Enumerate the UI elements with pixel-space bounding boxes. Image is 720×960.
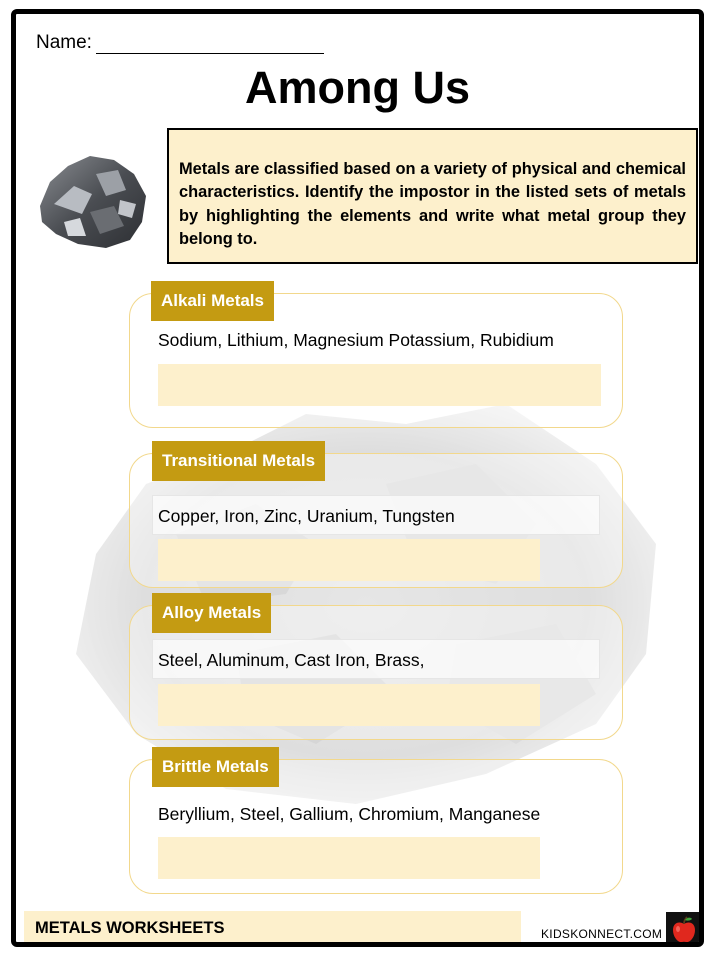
instructions-box: Metals are classified based on a variety of physical and chemical characteristics. Identify the impostor in the listed sets of metals by highlighting the elements and write what metal group they belong to.: [167, 128, 698, 264]
answer-field-brittle[interactable]: [158, 837, 540, 879]
group-label-alkali: Alkali Metals: [151, 281, 274, 321]
apple-logo-icon: [666, 912, 702, 947]
footer-title: METALS WORKSHEETS: [35, 919, 225, 937]
group-label-brittle: Brittle Metals: [152, 747, 279, 787]
footer-site-link[interactable]: KIDSKONNECT.COM: [541, 927, 663, 941]
answer-field-alloy[interactable]: [158, 684, 540, 726]
name-field-row: [36, 32, 324, 54]
worksheet-frame: [11, 9, 704, 947]
page-title: Among Us: [245, 62, 470, 113]
answer-field-transitional[interactable]: [158, 539, 540, 581]
name-label: Name:: [36, 32, 92, 53]
group-items-transitional: Copper, Iron, Zinc, Uranium, Tungsten: [158, 506, 455, 526]
name-blank-line[interactable]: [96, 35, 324, 54]
group-items-alkali: Sodium, Lithium, Magnesium Potassium, Rubidium: [158, 330, 554, 350]
group-label-alloy: Alloy Metals: [152, 593, 271, 633]
answer-field-alkali[interactable]: [158, 364, 601, 406]
group-items-alloy: Steel, Aluminum, Cast Iron, Brass,: [158, 650, 425, 670]
group-items-brittle: Beryllium, Steel, Gallium, Chromium, Manganese: [158, 804, 541, 824]
group-label-transitional: Transitional Metals: [152, 441, 325, 481]
metal-rock-image: [34, 144, 152, 254]
